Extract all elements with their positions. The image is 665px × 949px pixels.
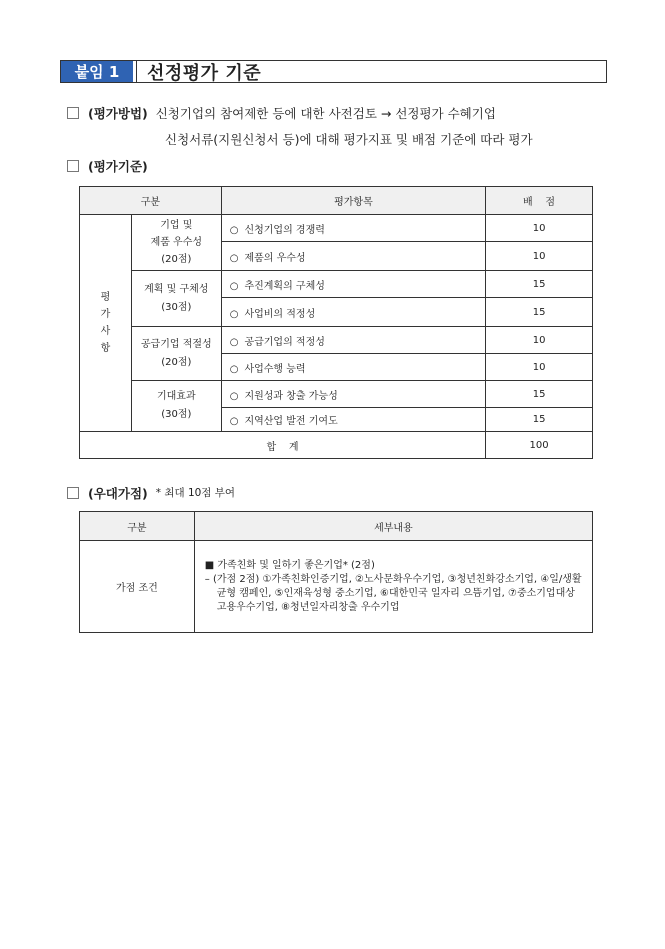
bullet: ○ <box>229 390 239 402</box>
checkbox-icon <box>67 107 79 119</box>
bonus-header-category: 구분 <box>80 512 195 541</box>
bullet: ○ <box>229 224 239 236</box>
bullet: ○ <box>229 416 239 427</box>
criteria-label: (평가기준) <box>88 159 148 174</box>
bonus-header-row <box>80 512 593 541</box>
criteria-score: 10 <box>486 354 593 381</box>
table-header-row <box>80 187 593 215</box>
bullet: ○ <box>229 280 239 292</box>
bonus-header-detail: 세부내용 <box>194 512 592 541</box>
attachment-badge: 붙임 1 <box>61 61 136 82</box>
bonus-label: (우대가점) <box>88 486 148 501</box>
group-name: 기업 및 제품 우수성 (20점) <box>131 215 221 271</box>
criteria-item: ○ 지원성과 창출 가능성 <box>221 381 485 408</box>
bonus-table <box>79 511 593 633</box>
section-title-bar <box>60 60 607 83</box>
bullet: ○ <box>229 336 239 348</box>
header-category: 구분 <box>80 187 222 215</box>
criteria-table <box>79 186 593 459</box>
criteria-section <box>67 157 148 175</box>
checkbox-icon <box>67 160 79 172</box>
criteria-score: 10 <box>486 242 593 271</box>
group-name: 기대효과 (30점) <box>131 381 221 432</box>
criteria-score: 15 <box>486 408 593 432</box>
total-row <box>80 432 593 459</box>
criteria-score: 10 <box>486 215 593 242</box>
table-row <box>80 541 593 633</box>
method-section <box>67 104 496 122</box>
criteria-item: ○ 신청기업의 경쟁력 <box>221 215 485 242</box>
row-group-label: 평 가 사 항 <box>80 215 132 432</box>
method-line2: 신청서류(지원신청서 등)에 대해 평가지표 및 배점 기준에 따라 평가 <box>165 132 533 147</box>
criteria-item: ○ 추진계획의 구체성 <box>221 271 485 298</box>
criteria-item: ○ 지역산업 발전 기여도 <box>221 408 485 432</box>
bonus-line1: ■ 가족친화 및 일하기 좋은기업* (2점) <box>204 559 375 571</box>
table-row <box>80 381 593 408</box>
criteria-score: 15 <box>486 271 593 298</box>
bonus-note: * 최대 10점 부여 <box>155 487 236 499</box>
bonus-row-label: 가점 조건 <box>80 541 195 633</box>
criteria-item: ○ 제품의 우수성 <box>221 242 485 271</box>
total-label: 합 계 <box>80 432 486 459</box>
bonus-section <box>67 484 235 502</box>
method-label: (평가방법) <box>88 106 148 121</box>
bullet: ○ <box>229 308 239 320</box>
criteria-item: ○ 사업수행 능력 <box>221 354 485 381</box>
table-row <box>80 215 593 242</box>
bonus-content <box>194 541 592 633</box>
method-line1: 신청기업의 참여제한 등에 대한 사전검토 → 선정평가 수혜기업 <box>155 106 496 121</box>
bonus-line2: – (가점 2점) ①가족친화인증기업, ②노사문화우수기업, ③청년친화강소기업, ④일/생활균형 캠페인, ⑤인재육성형 중소기업, ⑥대한민국 일자리 으뜸기업, ⑦중소기업대상 고용우수기업, ⑧청년일자리창출 우수기업 <box>204 573 582 613</box>
header-score: 배 점 <box>486 187 593 215</box>
checkbox-icon <box>67 487 79 499</box>
group-name: 계획 및 구체성 (30점) <box>131 271 221 327</box>
table-row <box>80 271 593 298</box>
criteria-score: 15 <box>486 298 593 327</box>
criteria-score: 10 <box>486 327 593 354</box>
bullet: ○ <box>229 252 239 264</box>
header-item: 평가항목 <box>221 187 485 215</box>
table-row <box>80 327 593 354</box>
page-title: 선정평가 기준 <box>136 61 261 82</box>
group-name: 공급기업 적절성 (20점) <box>131 327 221 381</box>
criteria-score: 15 <box>486 381 593 408</box>
criteria-item: ○ 사업비의 적정성 <box>221 298 485 327</box>
criteria-item: ○ 공급기업의 적정성 <box>221 327 485 354</box>
bullet: ○ <box>229 363 239 375</box>
total-score: 100 <box>486 432 593 459</box>
